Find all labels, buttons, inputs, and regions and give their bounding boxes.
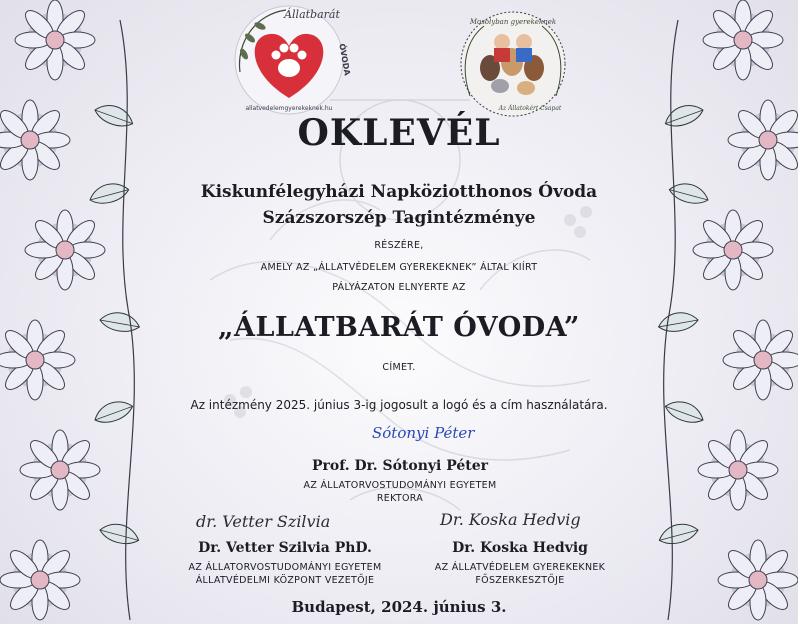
right-floral-border (648, 0, 798, 624)
signatory-3-name: Dr. Koska Hedvig (452, 540, 588, 556)
signature-vetter: dr. Vetter Szilvia (196, 512, 331, 531)
signatory-1-name: Prof. Dr. Sótonyi Péter (311, 458, 489, 474)
place-date: Budapest, 2024. június 3. (291, 598, 507, 616)
logo-left-side-text: ÓVODA (337, 42, 352, 77)
logo-right-bottom-text: Az Állatokért Csapat (498, 105, 562, 112)
logo-left-arc-text: Állatbarát (284, 8, 340, 21)
recipient-line-2: Százszorszép Tagintézménye (262, 208, 536, 228)
validity-statement: Az intézmény 2025. június 3-ig jogosult a logó és a cím használatára. (190, 398, 608, 412)
signatory-3-role: FŐSZERKESZTŐJE (475, 575, 565, 586)
certificate-title: OKLEVÉL (297, 112, 501, 154)
body-line-2: PÁLYÁZATON ELNYERTE AZ (332, 282, 466, 293)
logo-left-bottom-text: allatvedelemgyerekeknek.hu (245, 105, 333, 112)
signatory-1-org: AZ ÁLLATORVOSTUDOMÁNYI EGYETEM (303, 480, 497, 491)
children-animals-logo (450, 6, 576, 122)
cimet-text: CÍMET. (382, 362, 416, 373)
left-floral-border (0, 0, 150, 624)
allatbarat-ovoda-logo (226, 2, 352, 118)
reszere-text: RÉSZÉRE, (374, 240, 424, 251)
signatory-3-org: AZ ÁLLATVÉDELEM GYEREKEKNEK (434, 562, 606, 573)
signatory-2-role: ÁLLATVÉDELMI KÖZPONT VEZETŐJE (195, 575, 375, 586)
logo-right-top-text: Mosolyban gyerekeknek (469, 18, 557, 26)
signatory-2-name: Dr. Vetter Szilvia PhD. (198, 540, 372, 556)
recipient-line-1: Kiskunfélegyházi Napköziotthonos Óvoda (200, 182, 598, 202)
body-line-1: AMELY AZ „ÁLLATVÉDELEM GYEREKEKNEK” ÁLTAL KIÍRT (260, 262, 538, 273)
signature-koska: Dr. Koska Hedvig (440, 510, 581, 529)
signatory-1-role: REKTORA (376, 493, 424, 504)
signatory-2-org: AZ ÁLLATORVOSTUDOMÁNYI EGYETEM (188, 562, 382, 573)
signature-sotonyi: Sótonyi Péter (372, 424, 475, 442)
award-title: „ÁLLATBARÁT ÓVODA” (218, 312, 580, 343)
